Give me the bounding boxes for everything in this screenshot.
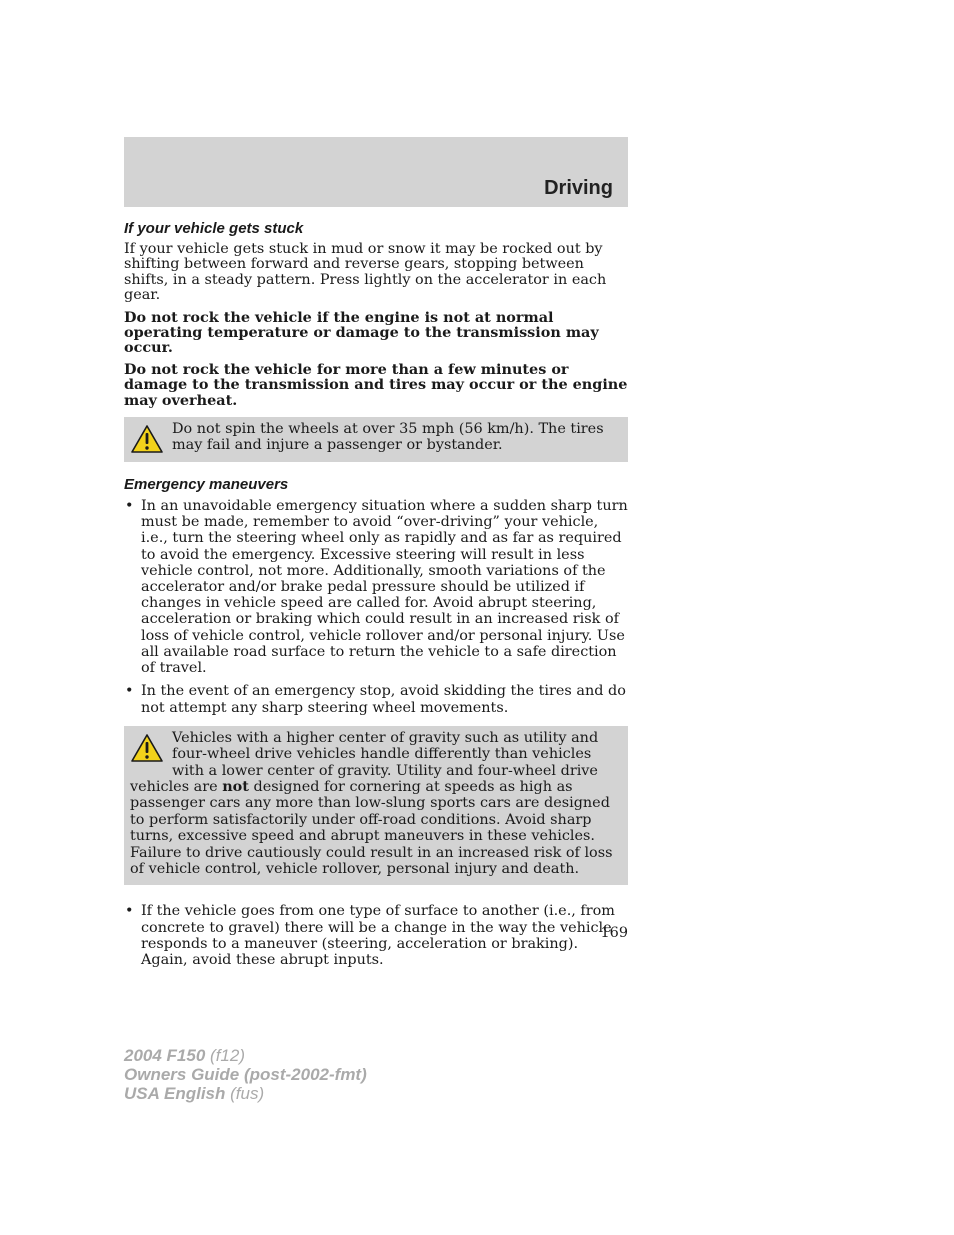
warning-text-wheel-spin: Do not spin the wheels at over 35 mph (56 km/h). The tires may fail and injure a passenger or bystander. [172,421,604,454]
heading-vehicle-stuck: If your vehicle gets stuck [124,220,304,237]
warning-triangle-icon [130,733,164,763]
emergency-bullet-list [124,498,628,716]
paragraph-rocking: If your vehicle gets stuck in mud or snow it may be rocked out by shifting between forward and reverse gears, stopping between shifts, in a steady pattern. Press lightly on the accelerator in each gear. [124,241,607,304]
warning-box-wheel-spin [124,417,628,462]
footer-line-guide [124,1065,367,1084]
caution-engine-temp: Do not rock the vehicle if the engine is not at normal operating temperature or damage to the transmission may occur. [124,308,599,357]
page-number: 169 [600,925,628,941]
list-item [124,498,628,676]
bullet-text: If the vehicle goes from one type of surface to another (i.e., from concrete to gravel) there will be a change in the way the vehicle responds to a maneuver (steering, acceleration or braking). Again, avoid these abrupt inputs. [141,903,615,968]
footer-language-code: (fus) [230,1084,265,1103]
page-content [124,220,628,975]
warning-emphasis: not [222,777,249,795]
heading-emergency-maneuvers: Emergency maneuvers [124,476,289,494]
warning-box-center-of-gravity [124,726,628,886]
footer-line-language [124,1084,367,1103]
bullet-marker: • [125,498,134,515]
footer-line-model [124,1046,367,1065]
document-footer [124,1046,367,1103]
warning-triangle-icon [130,424,164,454]
bullet-text: In the event of an emergency stop, avoid skidding the tires and do not attempt any sharp steering wheel movements. [141,683,626,716]
warning-text-part: designed for cornering at speeds as high as passenger cars any more than low-slung sports cars are designed to perform satisfactorily under off-road conditions. Avoid sharp turns, excessive speed and abrupt maneuvers in these vehicles. Failure to drive cautiously could result in an increased risk of loss of vehicle control, vehicle rollover, personal injury and death. [130,778,613,877]
list-item [124,683,628,715]
warning-text-part: Vehicles with a higher center of gravity such as utility and four-wheel drive vehicles handle differently than vehicles with a lower center of gravity. Utility and four-wheel drive vehicles are [130,729,599,795]
bullet-marker: • [125,903,134,920]
footer-guide: Owners Guide (post-2002-fmt) [124,1065,367,1084]
list-item [124,903,628,968]
bullet-marker: • [125,683,134,700]
surface-bullet-list [124,903,628,968]
footer-language: USA English [124,1084,226,1103]
chapter-title: Driving [544,177,613,199]
chapter-header-band [124,137,628,207]
bullet-text: In an unavoidable emergency situation where a sudden sharp turn must be made, remember to avoid “over-driving” your vehicle, i.e., turn the steering wheel only as rapidly and as far as required to avoid the emergency. Excessive steering will result in less vehicle control, not more. Additionally, smooth variations of the accelerator and/or brake pedal pressure should be utilized if changes in vehicle speed are called for. Avoid abrupt steering, acceleration or braking which could result in an increased risk of loss of vehicle control, vehicle rollover and/or personal injury. Use all available road surface to return the vehicle to a safe direction of travel. [141,498,628,677]
footer-model-code: (f12) [210,1046,245,1065]
footer-model: 2004 F150 [124,1046,206,1065]
warning-text-center-of-gravity [130,730,620,878]
caution-rock-duration: Do not rock the vehicle for more than a few minutes or damage to the transmission and tires may occur or the engine may overheat. [124,360,628,409]
